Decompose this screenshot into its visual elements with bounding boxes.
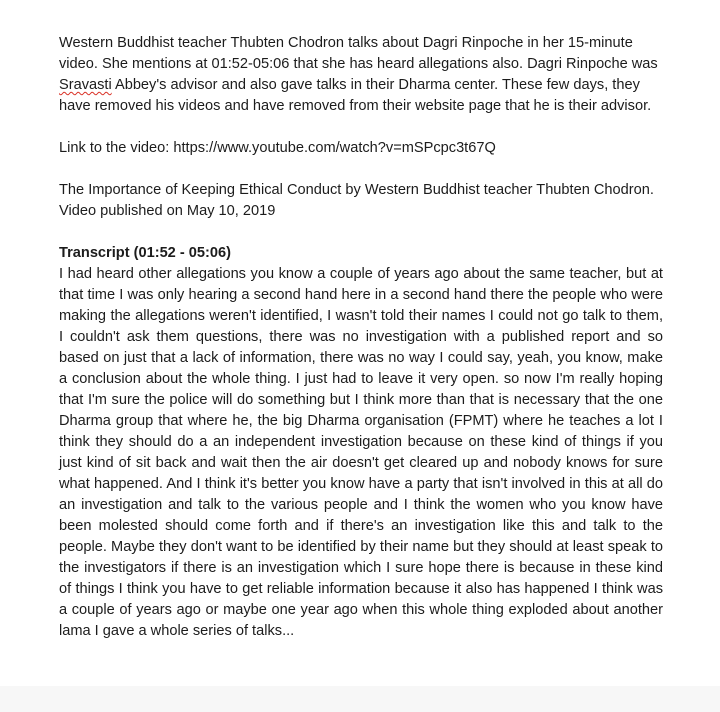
transcript-heading: Transcript (01:52 - 05:06) — [59, 245, 231, 261]
paragraph-gap — [59, 222, 663, 243]
intro-text-end: Abbey's advisor and also gave talks in their Dharma center. These few days, they have removed his videos and have removed from their website page that he is their advisor. — [59, 77, 652, 114]
paragraph-gap — [59, 159, 663, 180]
intro-paragraph — [59, 33, 663, 117]
intro-text-start: Western Buddhist teacher Thubten Chodron talks about Dagri Rinpoche in her 15-minute video. She mentions at 01:52-05:06 that she has heard allegations also. Dagri Rinpoche was — [59, 35, 658, 72]
video-link-paragraph: Link to the video: https://www.youtube.com/watch?v=mSPcpc3t67Q — [59, 140, 496, 156]
video-title-paragraph: The Importance of Keeping Ethical Conduct by Western Buddhist teacher Thubten Chodron. Video published on May 10, 2019 — [59, 182, 654, 219]
transcript-body: I had heard other allegations you know a couple of years ago about the same teacher, but at that time I was only hearing a second hand here in a second hand there the people who were making the allegations weren't identified, I wasn't told their names I could not go talk to them, I couldn't ask them questions, there was no investigation with a published report and so based on just that a lack of information, there was no way I could say, yeah, you know, make a conclusion about the whole thing. I just had to leave it very open. so now I'm really hoping that I'm sure the police will do something but I think more than that is necessary that the one Dharma group that where he, the big Dharma organisation (FPMT) where he teaches a lot I think they should do a an independent investigation because on these kind of things if you just kind of sit back and wait then the air doesn't get cleared up and nobody knows for sure what happened. And I think it's better you know have a party that isn't involved in this at all do an investigation and talk to the various people and I think the women who you know have been molested should come forth and if there's an investigation like this and talk to the people. Maybe they don't want to be identified by their name but they should at least speak to the investigators if there is an investigation which I sure hope there is because in these kind of things I think you have to get reliable information because it also has happened I think was a couple of years ago or maybe one year ago when this whole thing exploded about another lama I gave a whole series of talks... — [59, 266, 663, 639]
paragraph-gap — [59, 117, 663, 138]
misspelled-word: Sravasti — [59, 77, 112, 93]
page-bottom-band — [0, 686, 720, 712]
document-page — [59, 33, 663, 642]
